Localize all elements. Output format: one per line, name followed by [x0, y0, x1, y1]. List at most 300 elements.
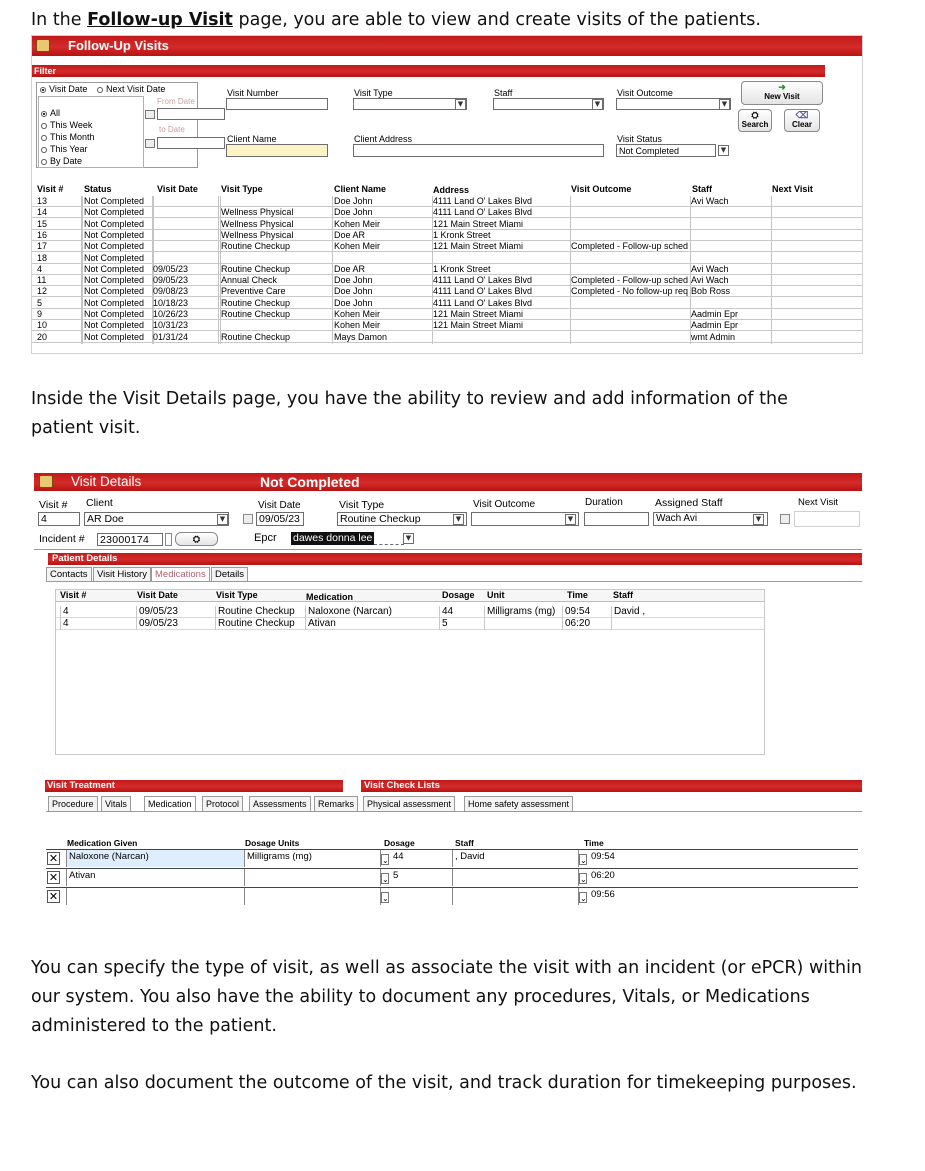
cell-addr: 4111 Land O' Lakes Blvd: [433, 196, 532, 206]
cell-outcome: [571, 253, 690, 264]
visit-no-field: 4: [38, 512, 80, 526]
cell-staff[interactable]: [452, 888, 576, 905]
cell-next: [772, 241, 862, 252]
radio-this-year-label: This Year: [50, 144, 88, 154]
col-header-next-visit: Next Visit: [772, 184, 813, 194]
cell-next: [772, 286, 862, 297]
cell-unit: Milligrams (mg): [484, 606, 564, 618]
table-row[interactable]: [32, 332, 863, 343]
cell-date: 09/05/23: [153, 263, 189, 274]
cell-num: 14: [37, 207, 48, 218]
visit-details-paragraph: Inside the Visit Details page, you have the ability to review and add information of the patient visit.: [31, 389, 788, 438]
cell-type: Routine Checkup: [221, 241, 291, 252]
cell-status: Not Completed: [84, 297, 145, 308]
tab-procedure[interactable]: Procedure: [48, 796, 98, 811]
radio-this-week-label: This Week: [50, 120, 93, 130]
tab-physical-assessment[interactable]: Physical assessment: [363, 796, 455, 811]
col-header-visit-outcome: Visit Outcome: [571, 184, 632, 194]
col-header-staff: Staff: [613, 590, 633, 600]
radio-all[interactable]: [41, 108, 60, 119]
cell-staff: Aadmin Epr: [691, 309, 739, 319]
cell-addr: 4111 Land O' Lakes Blvd: [433, 207, 532, 218]
cell-num: 4: [37, 263, 43, 274]
cell-next: [772, 332, 862, 343]
cell-staff[interactable]: , David: [452, 850, 576, 867]
col-header-status: Status: [84, 184, 112, 194]
col-header-medication-given: Medication Given: [67, 838, 138, 848]
epcr-select[interactable]: dawes donna lee: [293, 532, 373, 544]
to-date-input[interactable]: [157, 137, 225, 149]
tab-underline: [46, 811, 862, 812]
col-header-address: Address: [433, 185, 470, 195]
cell-staff: David ,: [611, 606, 731, 618]
cell-dose[interactable]: 5: [380, 869, 450, 886]
cell-addr: 4111 Land O' Lakes Blvd: [433, 275, 532, 286]
cell-outcome: Completed - No follow-up req: [571, 286, 689, 297]
cell-type: [221, 196, 331, 207]
cell-type: [221, 253, 331, 264]
duration-label: Duration: [585, 497, 623, 508]
chevron-down-icon[interactable]: ▼: [217, 514, 228, 525]
col-header-dosage-units: Dosage Units: [245, 838, 300, 848]
col-header-time: Time: [584, 838, 604, 848]
cell-client: Doe AR: [334, 263, 366, 274]
delete-row-icon[interactable]: ✕: [48, 852, 59, 865]
app-logo-icon: [39, 475, 53, 488]
cell-status: Not Completed: [84, 263, 145, 274]
table-row[interactable]: [32, 286, 863, 297]
radio-this-month-label: This Month: [50, 132, 95, 142]
medication-given-body: [46, 849, 858, 915]
cell-type: Routine Checkup: [221, 297, 291, 308]
cell-outcome: [571, 332, 690, 343]
cell-date: 10/18/23: [153, 297, 189, 308]
client-select[interactable]: AR Doe: [84, 512, 229, 526]
calendar-icon[interactable]: [780, 514, 790, 524]
cell-date: [153, 196, 217, 207]
calendar-icon[interactable]: [145, 139, 155, 148]
cell-staff: [691, 207, 771, 218]
cell-med[interactable]: Ativan: [66, 869, 244, 886]
chevron-down-icon[interactable]: ▼: [592, 99, 603, 110]
tab-medications[interactable]: Medications: [151, 567, 210, 582]
cell-time[interactable]: 06:20: [578, 869, 854, 886]
cell-num: 5: [37, 297, 43, 308]
tab-visit-history[interactable]: Visit History: [93, 567, 151, 582]
radio-all-label: All: [50, 108, 61, 118]
cell-status: Not Completed: [84, 275, 145, 286]
visit-date-label: Visit Date: [258, 500, 301, 511]
cell-client: Doe John: [334, 297, 373, 308]
chevron-down-icon[interactable]: ▼: [455, 99, 466, 110]
visit-status-banner: Not Completed: [260, 474, 360, 490]
table-row[interactable]: [46, 849, 858, 867]
cell-date: [153, 219, 217, 230]
divider: [34, 549, 862, 550]
cell-client: Doe AR: [334, 229, 366, 240]
cell-client: [334, 253, 431, 264]
cell-date: [153, 241, 217, 252]
tab-details[interactable]: Details: [211, 567, 248, 582]
chevron-down-icon[interactable]: ⌄: [580, 894, 587, 903]
intro-text: [31, 6, 891, 35]
visit-type-select[interactable]: Routine Checkup: [337, 512, 467, 526]
cell-med[interactable]: Naloxone (Narcan): [66, 850, 244, 867]
radio-visit-date-label: Visit Date: [49, 84, 88, 94]
cell-num: 13: [37, 196, 48, 206]
new-visit-label: New Visit: [764, 92, 800, 101]
patient-details-bar: Patient Details: [48, 553, 862, 565]
staff-select[interactable]: [493, 98, 604, 110]
clear-button[interactable]: [784, 109, 820, 132]
cell-addr: [433, 253, 569, 264]
eraser-icon: ⌫: [795, 110, 809, 120]
cell-dose[interactable]: [380, 888, 450, 905]
client-name-label: Client Name: [227, 134, 277, 144]
staff-label: Staff: [494, 88, 513, 98]
cell-units[interactable]: [244, 888, 379, 905]
table-row[interactable]: [56, 618, 764, 630]
cell-time[interactable]: 09:56: [578, 888, 854, 905]
visit-type-label: Visit Type: [339, 499, 385, 511]
cell-next: [772, 309, 862, 320]
range-group: [38, 96, 144, 168]
cell-next: [772, 253, 862, 264]
cell-staff: [691, 230, 771, 241]
cell-staff: Avi Wach: [691, 196, 729, 206]
cell-type: Routine Checkup: [221, 331, 291, 342]
chevron-down-icon[interactable]: ⌄: [580, 856, 587, 865]
cell-date: 10/26/23: [153, 309, 189, 319]
cell-client: Kohen Meir: [334, 218, 381, 229]
cell-client: Kohen Meir: [334, 241, 381, 252]
search-label: Search: [741, 120, 769, 129]
cell-date: 09/05/23: [136, 606, 211, 618]
chevron-down-icon[interactable]: ⌄: [382, 894, 389, 903]
cell-outcome: [571, 298, 690, 309]
from-date-label: From Date: [157, 97, 195, 106]
cell-client: Doe John: [334, 286, 373, 297]
visit-outcome-select[interactable]: [616, 98, 731, 110]
tab-protocol[interactable]: Protocol: [202, 796, 243, 811]
treatment-tabs: [46, 796, 862, 812]
col-header-visit-num: Visit #: [60, 590, 87, 600]
binoculars-icon: ⛭: [751, 110, 759, 120]
cell-type: Routine Checkup: [221, 263, 291, 274]
radio-this-year[interactable]: [41, 144, 88, 155]
radio-next-visit-date[interactable]: [97, 84, 165, 95]
table-row[interactable]: [32, 230, 863, 241]
table-row[interactable]: [32, 264, 863, 275]
cell-outcome: [571, 207, 690, 218]
chevron-down-icon[interactable]: ▼: [718, 145, 729, 156]
client-name-input[interactable]: [226, 144, 328, 157]
follow-up-visits-screenshot: [31, 35, 863, 354]
visit-number-label: Visit Number: [227, 88, 279, 98]
cell-staff: [691, 298, 771, 309]
filter-bar: Filter: [32, 65, 825, 77]
cell-addr: 1 Kronk Street: [433, 263, 491, 274]
cell-addr: 121 Main Street Miami: [433, 241, 524, 252]
intro-post: page, you are able to view and create visits of the patients.: [232, 10, 761, 30]
assigned-staff-select[interactable]: Wach Avi: [653, 512, 768, 526]
medications-grid: [55, 589, 765, 755]
table-row[interactable]: [46, 868, 858, 886]
cell-staff: Bob Ross: [691, 286, 731, 297]
cell-time[interactable]: 09:54: [578, 850, 854, 867]
col-header-visit-type: Visit Type: [216, 590, 258, 600]
cell-status: Not Completed: [84, 218, 145, 229]
cell-outcome: Completed - Follow-up sched: [571, 241, 689, 252]
date-filter-group: [36, 82, 198, 168]
visits-grid: [32, 184, 863, 352]
col-header-staff: Staff: [692, 184, 712, 194]
cell-staff: wmt Admin: [691, 331, 736, 342]
cell-addr: 1 Kronk Street: [433, 229, 491, 240]
cell-staff: [611, 618, 731, 630]
cell-type: Wellness Physical: [221, 229, 294, 240]
follow-up-title-bar: [32, 36, 863, 56]
visit-outcome-select[interactable]: [471, 512, 579, 526]
to-date-label: to Date: [159, 125, 185, 134]
cell-staff: Aadmin Epr: [691, 320, 739, 331]
visit-details-screenshot: [34, 473, 862, 920]
tab-home-safety-assessment[interactable]: Home safety assessment: [464, 796, 573, 811]
cell-num: 17: [37, 241, 48, 252]
col-header-visit-date: Visit Date: [137, 590, 178, 600]
cell-type: Preventive Care: [221, 286, 286, 297]
cell-addr: [433, 332, 569, 343]
col-header-dosage: Dosage: [384, 838, 415, 848]
tab-medication[interactable]: Medication: [144, 796, 196, 811]
col-header-time: Time: [567, 590, 588, 600]
table-row[interactable]: [32, 298, 863, 309]
cell-med[interactable]: [66, 888, 244, 905]
table-row[interactable]: [32, 253, 863, 264]
calendar-icon[interactable]: [243, 514, 253, 524]
visit-number-input[interactable]: [226, 98, 328, 110]
tab-underline: [46, 581, 862, 582]
assigned-staff-label: Assigned Staff: [655, 497, 723, 509]
table-row[interactable]: [32, 207, 863, 218]
binoculars-icon: ⛭: [192, 534, 201, 544]
cell-client: Doe John: [334, 196, 373, 206]
cell-outcome: Completed - Follow-up sched: [571, 275, 689, 286]
radio-this-week[interactable]: [41, 120, 92, 131]
visit-type-select[interactable]: [353, 98, 467, 110]
cell-staff: [691, 253, 771, 264]
cell-client: Mays Damon: [334, 331, 388, 342]
cell-time: 09:54: [562, 606, 608, 618]
client-label: Client: [86, 497, 113, 509]
cell-next: [772, 230, 862, 241]
cell-status: Not Completed: [84, 331, 145, 342]
table-row[interactable]: [32, 309, 863, 320]
cell-next: [772, 275, 862, 286]
follow-up-title: Follow-Up Visits: [68, 38, 169, 53]
cell-date: 01/31/24: [153, 331, 189, 342]
chevron-down-icon[interactable]: ▼: [403, 533, 414, 544]
cell-num: 10: [37, 320, 48, 331]
cell-dose: 5: [439, 618, 483, 630]
cell-type: Routine Checkup: [215, 618, 303, 630]
cell-num: 16: [37, 229, 48, 240]
cell-type: Annual Check: [221, 275, 278, 286]
radio-by-date-label: By Date: [50, 156, 83, 166]
cell-num: 12: [37, 286, 48, 297]
table-row[interactable]: [32, 241, 863, 252]
cell-outcome: [571, 230, 690, 241]
cell-date: [153, 207, 217, 218]
chevron-down-icon[interactable]: ▼: [453, 514, 464, 525]
cell-units[interactable]: Milligrams (mg): [244, 850, 379, 867]
cell-num: 11: [37, 275, 47, 286]
cell-client: Doe John: [334, 275, 373, 286]
clear-label: Clear: [791, 120, 812, 129]
cell-type: Routine Checkup: [215, 606, 303, 618]
cell-client: Doe John: [334, 207, 373, 218]
document-visit-paragraph: You can specify the type of visit, as well as associate the visit with an incident (or ePCR) within our system. You also have the ability to document any procedures, Vitals, or Medications administered to the patient.: [31, 958, 863, 1036]
chevron-down-icon[interactable]: ⌄: [580, 875, 587, 884]
cell-next: [772, 298, 862, 309]
table-row[interactable]: [32, 275, 863, 286]
chevron-down-icon[interactable]: ▼: [753, 514, 764, 525]
cell-next: [772, 320, 862, 331]
cell-staff: [691, 219, 771, 230]
col-header-staff: Staff: [455, 838, 474, 848]
next-visit-label: Next Visit: [798, 497, 838, 508]
cell-num: 20: [37, 331, 48, 342]
cell-next: [772, 219, 862, 230]
next-visit-field[interactable]: [794, 511, 860, 527]
cell-addr: 121 Main Street Miami: [433, 309, 524, 319]
visit-outcome-label: Visit Outcome: [473, 499, 536, 510]
visit-outcome-label: Visit Outcome: [617, 88, 673, 98]
cell-addr: 4111 Land O' Lakes Blvd: [433, 297, 532, 308]
cell-date: 10/31/23: [153, 320, 189, 331]
chevron-down-icon[interactable]: ⌄: [382, 856, 389, 865]
visit-date-field[interactable]: 09/05/23: [256, 512, 304, 526]
incident-field[interactable]: 23000174: [97, 533, 163, 546]
cell-next: [772, 207, 862, 218]
cell-time: 06:20: [562, 618, 608, 630]
chevron-down-icon[interactable]: ⌄: [382, 875, 389, 884]
delete-row-icon[interactable]: ✕: [48, 871, 59, 884]
cell-date: 09/05/23: [136, 618, 211, 630]
cell-staff: Avi Wach: [691, 275, 729, 286]
incident-dropdown[interactable]: [165, 533, 172, 546]
cell-outcome: [571, 219, 690, 230]
col-header-visit-type: Visit Type: [221, 184, 263, 194]
cell-status: Not Completed: [84, 320, 145, 331]
calendar-icon[interactable]: [145, 110, 155, 119]
duration-field[interactable]: [584, 512, 649, 526]
visit-treatment-bar: Visit Treatment: [45, 780, 343, 792]
cell-type: [221, 320, 331, 331]
cell-addr: 121 Main Street Miami: [433, 320, 524, 331]
cell-med: Ativan: [305, 618, 437, 630]
radio-next-visit-date-label: Next Visit Date: [106, 84, 166, 94]
cell-addr: 121 Main Street Miami: [433, 218, 524, 229]
tab-remarks[interactable]: Remarks: [314, 796, 358, 811]
cell-status: Not Completed: [84, 241, 145, 252]
table-row[interactable]: [56, 606, 764, 618]
cell-type: Wellness Physical: [221, 218, 294, 229]
cell-date: [153, 230, 217, 241]
cell-client: Kohen Meir: [334, 309, 381, 319]
cell-dose[interactable]: 44: [380, 850, 450, 867]
cell-status: Not Completed: [84, 229, 145, 240]
cell-client: Kohen Meir: [334, 320, 381, 331]
tab-assessments[interactable]: Assessments: [249, 796, 311, 811]
cell-status: Not Completed: [84, 252, 145, 263]
cell-type: Wellness Physical: [221, 207, 294, 218]
visit-details-title-bar: [34, 473, 862, 491]
new-visit-button[interactable]: [741, 81, 823, 105]
delete-row-icon[interactable]: ✕: [48, 890, 59, 903]
cell-date: [153, 253, 217, 264]
cell-staff: Avi Wach: [691, 263, 729, 274]
cell-num: 9: [37, 309, 43, 319]
tab-contacts[interactable]: Contacts: [46, 567, 92, 582]
cell-units[interactable]: [244, 869, 379, 886]
table-row[interactable]: [32, 196, 863, 207]
cell-type: Routine Checkup: [221, 309, 291, 319]
incident-label: Incident #: [39, 533, 85, 545]
cell-status: Not Completed: [84, 196, 145, 206]
col-header-dosage: Dosage: [442, 590, 475, 600]
app-logo-icon: [36, 39, 50, 52]
client-address-input[interactable]: [353, 144, 604, 157]
incident-search-button[interactable]: [175, 532, 218, 546]
table-row[interactable]: [32, 320, 863, 331]
col-header-medication: Medication: [306, 592, 354, 602]
intro-pre: In the: [31, 10, 88, 30]
visit-type-label: Visit Type: [354, 88, 393, 98]
epcr-field-tail: [374, 533, 404, 545]
cell-med: Naloxone (Narcan): [305, 606, 437, 618]
visits-grid-body: [32, 196, 863, 346]
table-row[interactable]: [46, 887, 858, 905]
cell-status: Not Completed: [84, 207, 145, 218]
cell-status: Not Completed: [84, 309, 145, 319]
visit-status-select[interactable]: Not Completed: [616, 144, 716, 157]
medication-given-grid: [46, 825, 858, 917]
cell-num: 15: [37, 218, 48, 229]
cell-outcome: [571, 309, 690, 320]
client-address-label: Client Address: [354, 134, 413, 144]
search-button[interactable]: [738, 109, 772, 132]
cell-num: 4: [60, 606, 132, 618]
chevron-down-icon[interactable]: ▼: [565, 514, 576, 525]
cell-next: [772, 196, 862, 207]
radio-this-month[interactable]: [41, 132, 95, 143]
radio-by-date[interactable]: [41, 156, 82, 167]
col-header-visit-num: Visit #: [37, 184, 64, 194]
table-row[interactable]: [32, 219, 863, 230]
from-date-input[interactable]: [157, 108, 225, 120]
tab-vitals[interactable]: Vitals: [101, 796, 131, 811]
visit-details-title: Visit Details: [71, 474, 142, 489]
follow-up-visit-link[interactable]: Follow-up Visit: [87, 10, 233, 30]
col-header-visit-date: Visit Date: [157, 184, 198, 194]
radio-visit-date[interactable]: [40, 84, 87, 95]
cell-next: [772, 264, 862, 275]
cell-num: 18: [37, 252, 48, 263]
cell-staff[interactable]: [452, 869, 576, 886]
chevron-down-icon[interactable]: ▼: [719, 99, 730, 110]
cell-status: Not Completed: [84, 286, 145, 297]
